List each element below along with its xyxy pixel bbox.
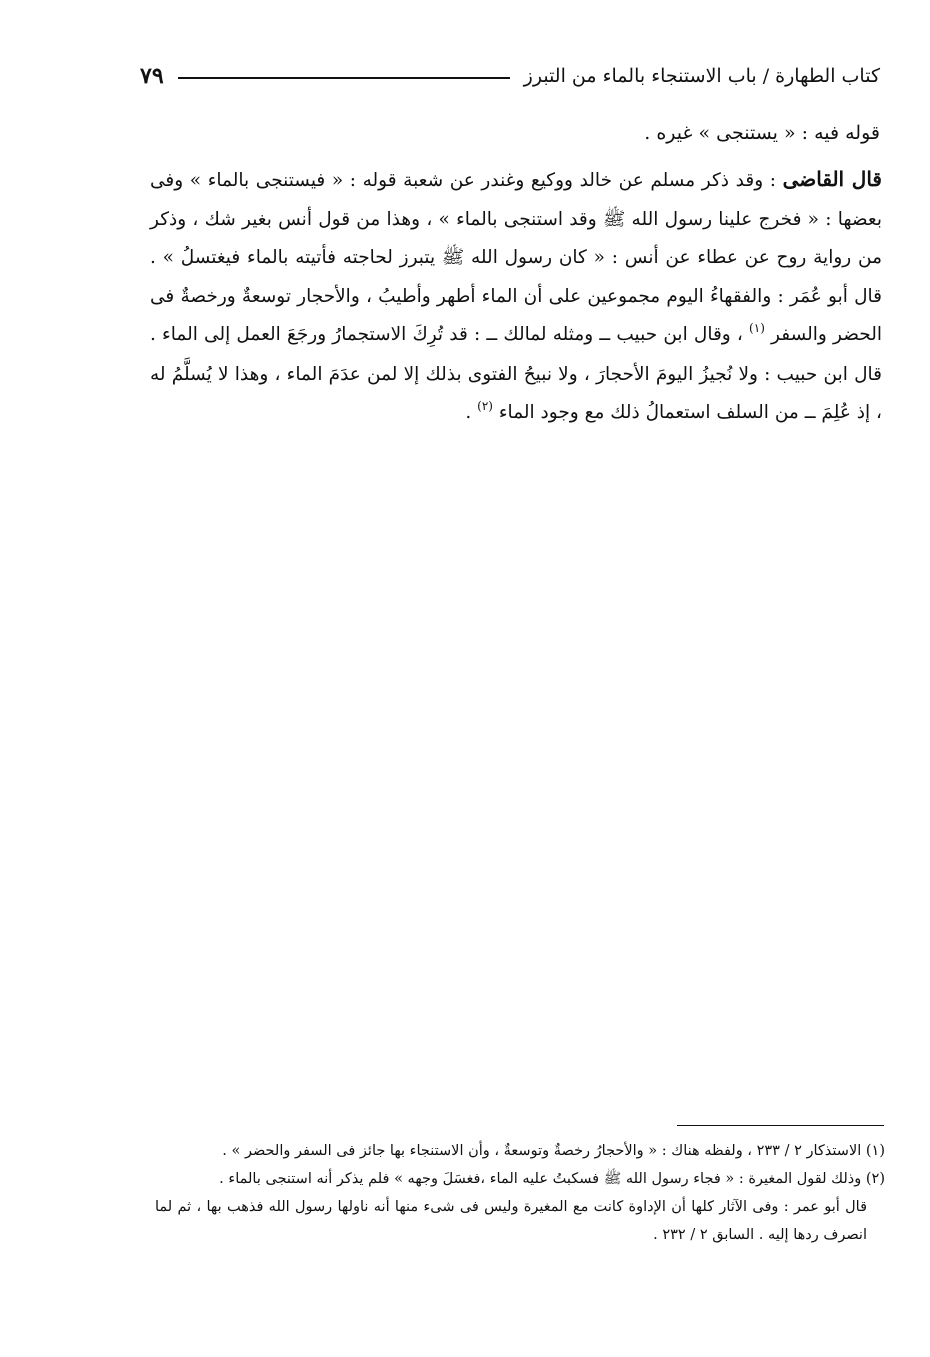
footnotes [155,1137,885,1249]
running-header [140,56,880,96]
footnote-ref-2[interactable]: (٢) [477,399,493,413]
paragraph-text-1: : وقد ذكر مسلم عن خالد ووكيع وغندر عن شعبة قوله : « فيستنجى بالماء » وفى بعضها : « فخرج علينا رسول الله ﷺ وقد استنجى بالماء » ، وهذا من قول أنس بغير شك ، وذكر من رواية روح عن عطاء عن أنس : « كان رسول الله ﷺ يتبرز لحاجته فأتيته بالماء فيغتسلُ » . قال أبو عُمَر : والفقهاءُ اليوم مجموعين على أن الماء أطهر وأطيبُ ، والأحجار توسعةٌ ورخصةٌ فى الحضر والسفر [150,170,882,345]
speaker-label: قال القاضى [782,167,882,191]
page-number: ٧٩ [140,63,164,89]
footnote-separator [677,1125,884,1126]
main-paragraph [150,160,882,434]
footnote-text: الاستذكار ٢ / ٢٣٣ ، ولفظه هناك : « والأحجارُ رخصةٌ وتوسعةٌ ، وأن الاستنجاء بها جائز فى السفر والحضر » . [222,1143,862,1159]
opening-line: قوله فيه : « يستنجى » غيره . [644,122,880,144]
footnote-2-continuation: قال أبو عمر : وفى الآثار كلها أن الإداوة كانت مع المغيرة وليس فى شىء منها أنه ناولها رسول الله فذهب بها ، ثم لما انصرف ردها إليه . السابق ٢ / ٢٣٢ . [155,1199,867,1243]
footnote-marker: (٢) [865,1171,885,1187]
footnote-ref-1[interactable]: (١) [749,321,765,335]
footnote-2 [155,1165,885,1193]
footnote-1 [155,1137,885,1165]
header-title: كتاب الطهارة / باب الاستنجاء بالماء من التبرز [523,65,880,87]
footnote-text: وذلك لقول المغيرة : « فجاء رسول الله ﷺ فسكبتُ عليه الماء ،فغسَلَ وجهه » فلم يذكر أنه استنجى بالماء . [219,1171,862,1187]
paragraph-end: . [465,402,472,423]
footnote-marker: (١) [865,1143,885,1159]
header-rule [178,77,510,79]
paragraph-text-2: ، وقال ابن حبيب ــ ومثله لمالك ــ : قد تُرِكَ الاستجمارُ ورجَعَ العمل إلى الماء . قال ابن حبيب : ولا نُجيزُ اليومَ الأحجارَ ، ولا نبيحُ الفتوى بذلك إلا لمن عدَمَ الماء ، وهذا لا يُسلَّمُ له ، إذ عُلِمَ ــ من السلف استعمالُ ذلك مع وجود الماء [150,324,882,423]
